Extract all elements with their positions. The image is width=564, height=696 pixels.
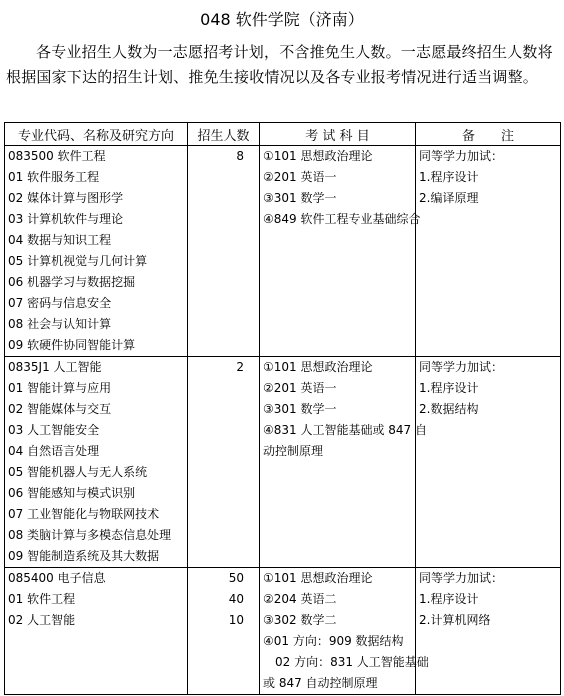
subjects-cell xyxy=(260,146,421,357)
notes-line: 同等学力加试： xyxy=(419,360,504,374)
subjects-line: ④01 方向：909 数据结构 xyxy=(263,634,404,648)
directions-line: 03 计算机软件与理论 xyxy=(8,212,124,226)
directions-line: 05 智能机器人与无人系统 xyxy=(8,465,148,479)
title-text: 048 软件学院（济南） xyxy=(200,10,364,29)
header-notes: 备 注 xyxy=(416,123,561,146)
subjects-line: ②201 英语一 xyxy=(263,170,337,184)
count-line: 2 xyxy=(236,360,244,374)
count-line: 8 xyxy=(236,149,244,163)
subjects-cell xyxy=(260,357,428,568)
count-cell xyxy=(188,357,260,568)
directions-line: 01 智能计算与应用 xyxy=(8,381,112,395)
subjects-line: ①101 思想政治理论 xyxy=(263,571,373,585)
subjects-cell xyxy=(260,568,429,695)
header-count: 招生人数 xyxy=(188,123,260,146)
table-row xyxy=(5,568,561,695)
notes-line: 同等学力加试： xyxy=(419,149,504,163)
subjects-line: ②201 英语一 xyxy=(263,381,337,395)
subjects-line: ④831 人工智能基础或 847 自 xyxy=(263,423,428,437)
notes-line: 2.编译原理 xyxy=(419,191,479,205)
subjects-line: ①101 思想政治理论 xyxy=(263,360,373,374)
subjects-line: ③301 数学一 xyxy=(263,402,337,416)
notes-line: 1.程序设计 xyxy=(419,592,479,606)
header-directions: 专业代码、名称及研究方向 xyxy=(5,123,188,146)
directions-line: 07 密码与信息安全 xyxy=(8,296,112,310)
count-line: 10 xyxy=(228,613,244,627)
subjects-line: ③302 数学二 xyxy=(263,613,337,627)
subjects-line: ④849 软件工程专业基础综合 xyxy=(263,212,421,226)
table-body xyxy=(5,146,561,695)
directions-line: 09 软硬件协同智能计算 xyxy=(8,338,136,352)
notes-line: 2.数据结构 xyxy=(419,402,479,416)
directions-cell xyxy=(5,568,188,695)
notes-line: 1.程序设计 xyxy=(419,170,479,184)
subjects-line: ①101 思想政治理论 xyxy=(263,149,373,163)
directions-line: 08 社会与认知计算 xyxy=(8,317,112,331)
directions-cell xyxy=(5,357,188,568)
count-line: 50 xyxy=(228,571,244,585)
directions-line: 0835J1 人工智能 xyxy=(8,360,102,374)
directions-line: 04 自然语言处理 xyxy=(8,444,100,458)
directions-line: 02 人工智能 xyxy=(8,613,76,627)
page-title xyxy=(0,8,564,32)
directions-cell xyxy=(5,146,188,357)
directions-line: 085400 电子信息 xyxy=(8,571,106,585)
subjects-line: 或 847 自动控制原理 xyxy=(263,676,378,690)
count-cell xyxy=(188,568,260,695)
notes-line: 1.程序设计 xyxy=(419,381,479,395)
subjects-line: 02 方向：831 人工智能基础 xyxy=(263,655,429,669)
directions-line: 01 软件服务工程 xyxy=(8,170,100,184)
intro-paragraph xyxy=(6,40,558,90)
directions-line: 06 机器学习与数据挖掘 xyxy=(8,275,136,289)
subjects-line: ③301 数学一 xyxy=(263,191,337,205)
subjects-line: 动控制原理 xyxy=(263,444,324,458)
directions-line: 01 软件工程 xyxy=(8,592,76,606)
directions-line: 083500 软件工程 xyxy=(8,149,106,163)
directions-line: 02 媒体计算与图形学 xyxy=(8,191,124,205)
intro-text: 各专业招生人数为一志愿招考计划，不含推免生人数。一志愿最终招生人数将根据国家下达的招生计划、推免生接收情况以及各专业报考情况进行适当调整。 xyxy=(6,43,553,86)
notes-line: 同等学力加试： xyxy=(419,571,504,585)
count-line: 40 xyxy=(228,592,244,606)
notes-cell xyxy=(416,357,561,568)
notes-cell xyxy=(416,146,561,357)
directions-line: 07 工业智能化与物联网技术 xyxy=(8,507,160,521)
table-header-row xyxy=(5,123,561,146)
directions-line: 09 智能制造系统及其大数据 xyxy=(8,549,160,563)
subjects-line: ②204 英语二 xyxy=(263,592,337,606)
header-subjects: 考 试 科 目 xyxy=(260,123,416,146)
count-cell xyxy=(188,146,260,357)
directions-line: 04 数据与知识工程 xyxy=(8,233,112,247)
table-row xyxy=(5,357,561,568)
table-row xyxy=(5,146,561,357)
directions-line: 08 类脑计算与多模态信息处理 xyxy=(8,528,172,542)
directions-line: 02 智能媒体与交互 xyxy=(8,402,112,416)
enrollment-table xyxy=(4,122,561,695)
notes-cell xyxy=(416,568,561,695)
notes-line: 2.计算机网络 xyxy=(419,613,491,627)
directions-line: 06 智能感知与模式识别 xyxy=(8,486,136,500)
directions-line: 03 人工智能安全 xyxy=(8,423,100,437)
directions-line: 05 计算机视觉与几何计算 xyxy=(8,254,148,268)
